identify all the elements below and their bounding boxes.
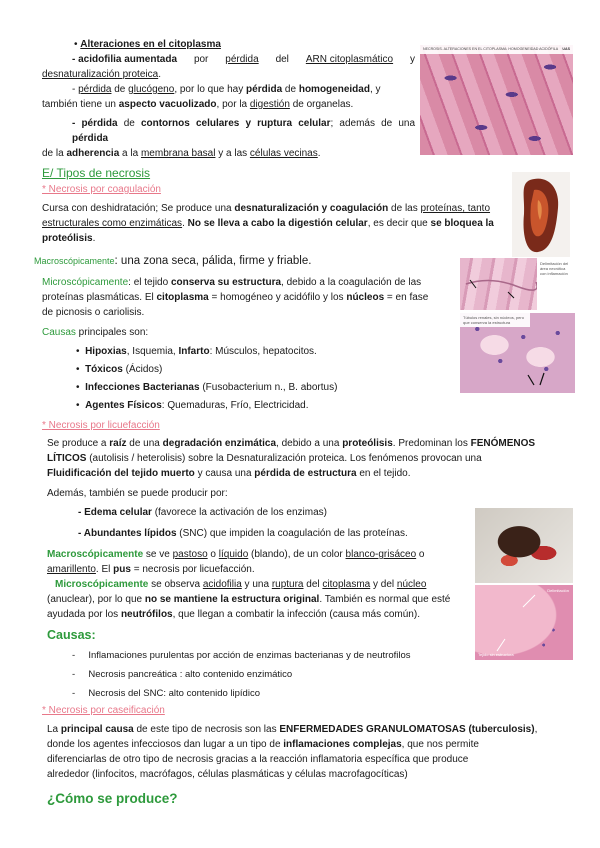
case-paragraph	[47, 722, 565, 782]
liq-micro-line-3: ayudada por los neutrófilos, que llegan a combatir la infección (causa más común).	[47, 609, 420, 620]
cyto-line-4: también tiene un aspecto vacuolizado, por la digestión de organelas.	[42, 99, 354, 110]
arrows-overlay	[460, 258, 537, 310]
liq-line-2: LÍTICOS (autolisis / heterolisis) sobre la Desnaturalización proteica. Los fenómenos provocan una	[47, 453, 482, 464]
liquefaction-photo	[475, 508, 573, 583]
liq-paragraph	[47, 436, 565, 501]
arrows-overlay	[475, 585, 573, 660]
organ-image	[512, 172, 570, 257]
case-line-2: donde los agentes infecciosos dan lugar a un tipo de inflamaciones complejas, que nos permite	[47, 739, 479, 750]
organ-illustration	[512, 172, 570, 257]
image-caption-box: Túbulos renales, sin núcleos, pero que conserva la estructura	[460, 313, 530, 327]
case-line-3: diferenciarlas de otro tipo de necrosis gracias a la reacción inflamatoria específica que produce	[47, 754, 469, 765]
coag-histology-image-2	[460, 313, 575, 393]
cyto-line-5: - pérdida de contornos celulares y ruptura celular; además de una pérdida	[72, 118, 416, 144]
coag-causes	[42, 325, 452, 415]
coag-micro	[42, 275, 452, 320]
liq-dash-2: - Abundantes lípidos (SNC) que impiden la coagulación de las proteínas.	[78, 528, 408, 539]
image-caption-bar: NECROSIS. ALTERACIONES EN EL CITOPLASMA: HOMOGENEIDAD ACIDÓFILA UAS	[420, 45, 573, 54]
arrows-overlay	[460, 313, 575, 393]
liq-dash-1: - Edema celular (favorece la activación de los enzimas)	[78, 507, 327, 518]
list-item: • Tóxicos (Ácidos)	[76, 364, 163, 375]
liq-dashes	[78, 505, 478, 541]
cyto-line-3: - pérdida de glucógeno, por lo que hay pérdida de homogeneidad, y	[72, 84, 381, 95]
coag-micro-line-3: de picnosis o cariolisis.	[42, 307, 145, 318]
coag-histology-image-1	[460, 258, 575, 310]
liq-macro-line-2: amarillento. El pus = necrosis por licuefacción.	[47, 564, 255, 575]
list-item: - Necrosis pancreática : alto contenido enzimático	[72, 669, 293, 680]
how-heading: ¿Cómo se produce?	[47, 791, 178, 806]
image-label: Tejido sin estructura	[478, 652, 514, 657]
list-item: - Necrosis del SNC: alto contenido lipídico	[72, 688, 260, 699]
cyto-line-1: - acidofilia aumentada por pérdida del ARN citoplasmático y	[72, 54, 415, 65]
liquefaction-histology-image	[475, 585, 573, 660]
image-label: Delimitación	[547, 588, 569, 593]
coag-micro-line-1: Microscópicamente: el tejido conserva su estructura, debido a la coagulación de las	[42, 277, 422, 288]
list-item: • Agentes Físicos: Quemaduras, Frío, Electricidad.	[76, 400, 309, 411]
liq-micro	[47, 577, 467, 622]
liq-macro-line-1: Macroscópicamente se ve pastoso o líquido (blando), de un color blanco-grisáceo o	[47, 549, 425, 560]
coag-micro-line-2: proteínas plasmáticas. El citoplasma = homogéneo y acidófilo y los núcleos = en fase	[42, 292, 429, 303]
cyto-line-6: de la adherencia a la membrana basal y a las células vecinas.	[42, 148, 321, 159]
section-cytoplasm	[42, 37, 416, 161]
coag-macro: Macroscópicamente: una zona seca, pálida, firme y friable.	[34, 255, 312, 267]
cyto-line-2: desnaturalización proteica.	[42, 69, 161, 80]
coag-causes-list	[76, 343, 452, 415]
cytoplasm-histology-image	[420, 45, 573, 155]
liq-macro	[47, 547, 467, 577]
coag-paragraph	[42, 201, 512, 246]
liq-line-3: Fluidificación del tejido muerto y causa una pérdida de estructura en el tejido.	[47, 468, 411, 479]
section-heading-types: E/ Tipos de necrosis	[42, 166, 151, 180]
image-caption-box: Delimitación del área necrótica con inflamación	[537, 258, 575, 310]
liq-micro-line-2: (anuclear), por lo que no se mantiene la estructura original. También es normal que esté	[47, 594, 451, 605]
liq-line-1: Se produce a raíz de una degradación enzimática, debido a una proteólisis. Predominan los FENÓMENOS	[47, 438, 536, 449]
liq-micro-line-1: Microscópicamente se observa acidofilia y una ruptura del citoplasma y del núcleo	[55, 579, 427, 590]
subheading-caseification: * Necrosis por caseificación	[42, 705, 165, 716]
case-line-4: alrededor (linfocitos, macrófagos, células plasmáticas y células macrofagocíticas)	[47, 769, 408, 780]
liq-causes-list	[72, 646, 452, 703]
liq-causes-heading: Causas:	[47, 628, 96, 642]
subheading-coagulation: * Necrosis por coagulación	[42, 184, 161, 195]
coag-line-1: Cursa con deshidratación; Se produce una desnaturalización y coagulación de las proteínas, tanto	[42, 203, 491, 214]
subheading-liquefaction: * Necrosis por licuefacción	[42, 420, 160, 431]
coag-line-2: estructurales como enzimáticas. No se lleva a cabo la digestión celular, es decir que se bloquea la	[42, 218, 494, 229]
list-item: - Inflamaciones purulentas por acción de enzimas bacterianas y de neutrofilos	[72, 650, 411, 661]
list-item: • Hipoxias, Isquemia, Infarto: Músculos, hepatocitos.	[76, 346, 317, 357]
liq-line-4: Además, también se puede producir por:	[47, 488, 228, 499]
bullet-title: • Alteraciones en el citoplasma	[74, 39, 221, 50]
coag-line-3: proteólisis.	[42, 233, 96, 244]
case-line-1: La principal causa de este tipo de necrosis son las ENFERMEDADES GRANULOMATOSAS (tuberculosis),	[47, 724, 538, 735]
coag-causes-title: Causas principales son:	[42, 327, 149, 338]
list-item: • Infecciones Bacterianas (Fusobacterium n., B. abortus)	[76, 382, 338, 393]
